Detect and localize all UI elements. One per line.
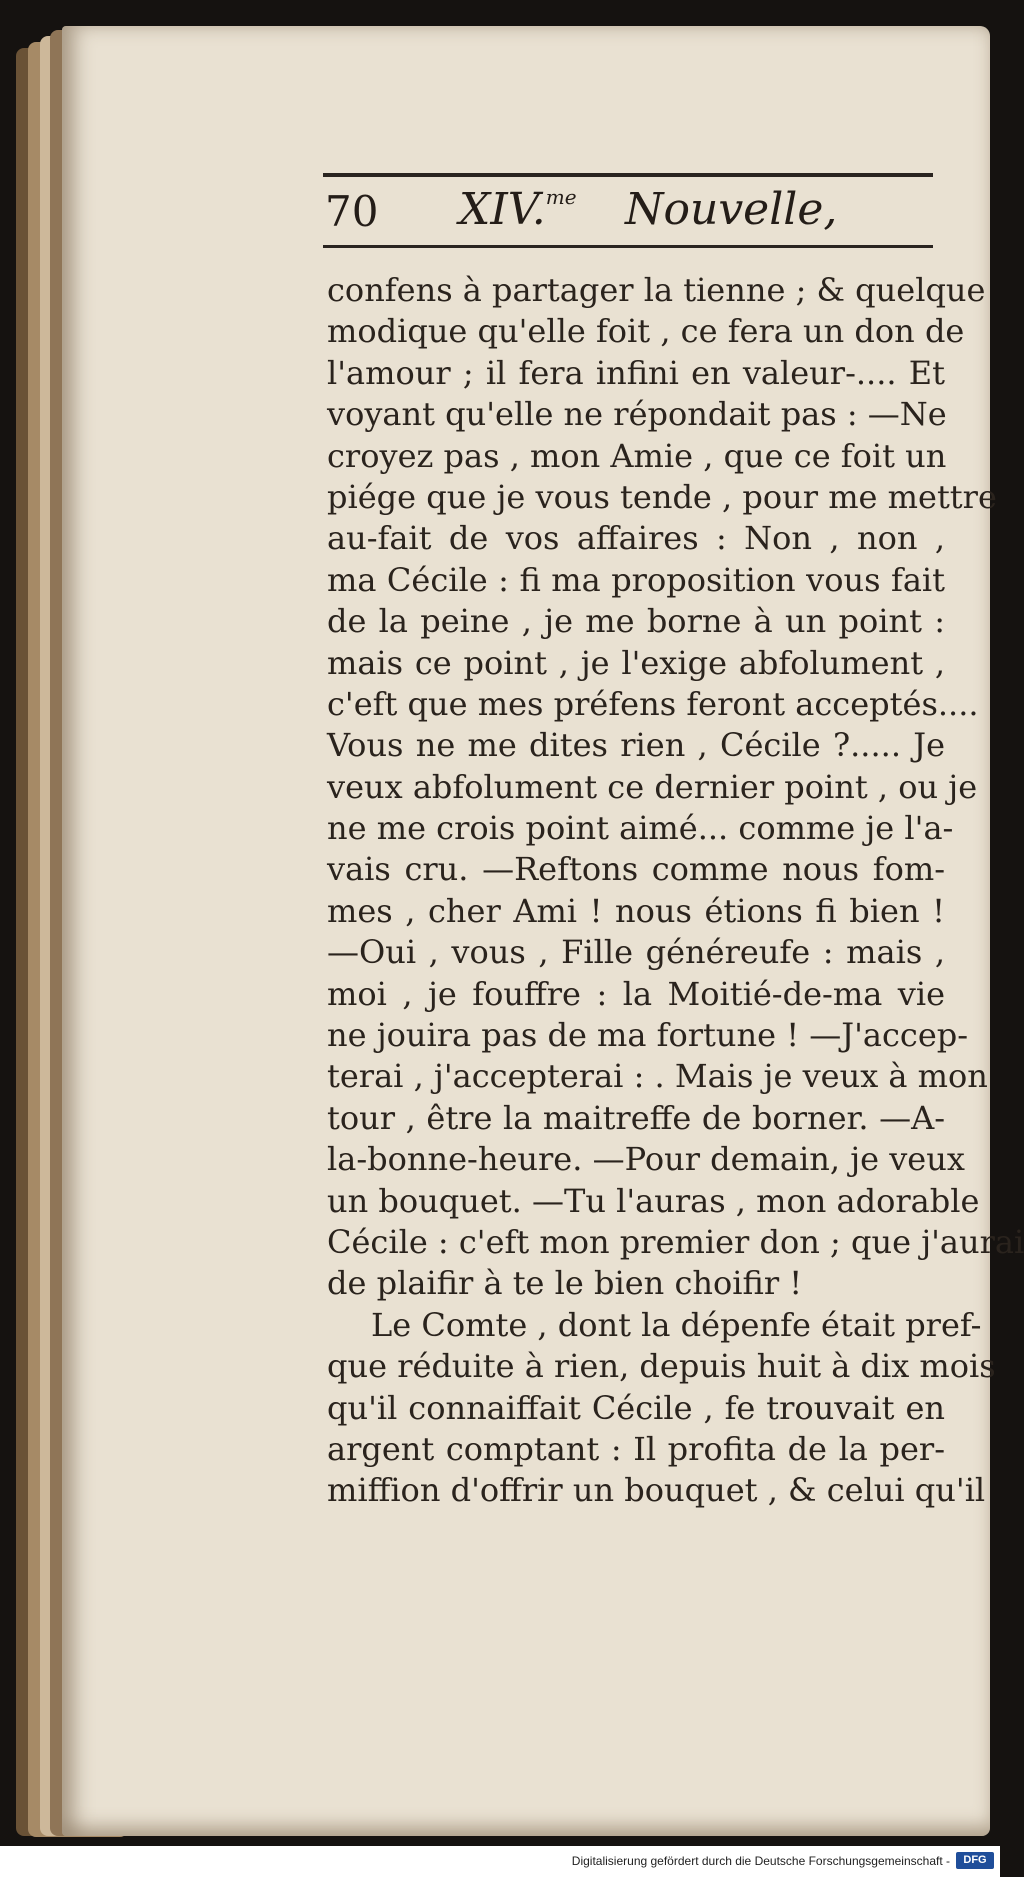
page-number: 70 (325, 187, 379, 236)
text-line: terai , j'accepterai : . Mais je veux à mon (327, 1057, 988, 1096)
text-line: mais ce point , je l'exige abfolument , (327, 643, 945, 682)
text-line: un bouquet. —Tu l'auras , mon adorable (327, 1181, 980, 1220)
header-rule-top (323, 173, 933, 177)
running-head (325, 178, 933, 244)
running-title: Nouvelle, (625, 184, 838, 235)
dfg-logo: DFG (956, 1852, 994, 1869)
text-line: miffion d'offrir un bouquet , & celui qu'il (327, 1471, 986, 1510)
text-line: Cécile : c'eft mon premier don ; que j'aurai (327, 1222, 1024, 1261)
text-line: vais cru. —Reftons comme nous fom- (327, 850, 945, 889)
text-line: de plaifir à te le bien choifir ! (327, 1264, 803, 1303)
text-line: c'eft que mes préfens feront acceptés.... (327, 684, 979, 723)
chapter-mark (459, 182, 577, 245)
header-rule-bottom (323, 245, 933, 248)
text-line: l'amour ; il fera infini en valeur-.... Et (327, 353, 945, 392)
text-line: mes , cher Ami ! nous étions fi bien ! (327, 891, 945, 930)
chapter-numeral: XIV. (459, 184, 546, 235)
text-line: que réduite à rien, depuis huit à dix mois (327, 1347, 996, 1386)
text-line: —Oui , vous , Fille généreufe : mais , (327, 933, 945, 972)
text-line: la-bonne-heure. —Pour demain, je veux (327, 1140, 965, 1179)
text-line: ne jouira pas de ma fortune ! —J'accep- (327, 1016, 969, 1055)
text-line: tour , être la maitreffe de borner. —A- (327, 1098, 945, 1137)
paragraph-start-line: Le Comte , dont la dépenfe était pref- (371, 1305, 982, 1344)
text-line: argent comptant : Il profita de la per- (327, 1429, 945, 1468)
text-line: modique qu'elle foit , ce fera un don de (327, 312, 965, 351)
body-text (327, 270, 1024, 1512)
text-line: confens à partager la tienne ; & quelque (327, 271, 986, 309)
funding-credit: Digitalisierung gefördert durch die Deutsche Forschungsgemeinschaft - (571, 1854, 950, 1868)
text-line: moi , je fouffre : la Moitié-de-ma vie (327, 974, 945, 1013)
text-line: de la peine , je me borne à un point : (327, 602, 945, 641)
digitization-footer (0, 1846, 1000, 1877)
text-line: au-fait de vos affaires : Non , non , (327, 519, 945, 558)
text-line: ne me crois point aimé... comme je l'a- (327, 809, 954, 848)
text-line: Vous ne me dites rien , Cécile ?..... Je (327, 726, 945, 765)
text-line: croyez pas , mon Amie , que ce foit un (327, 436, 947, 475)
chapter-suffix: me (545, 185, 577, 209)
text-line: ma Cécile : fi ma proposition vous fait (327, 560, 945, 599)
text-line: qu'il connaiffait Cécile , fe trouvait en (327, 1388, 945, 1427)
text-line: veux abfolument ce dernier point , ou je (327, 767, 978, 806)
text-line: piége que je vous tende , pour me mettre (327, 477, 997, 516)
text-line: voyant qu'elle ne répondait pas : —Ne (327, 395, 947, 434)
